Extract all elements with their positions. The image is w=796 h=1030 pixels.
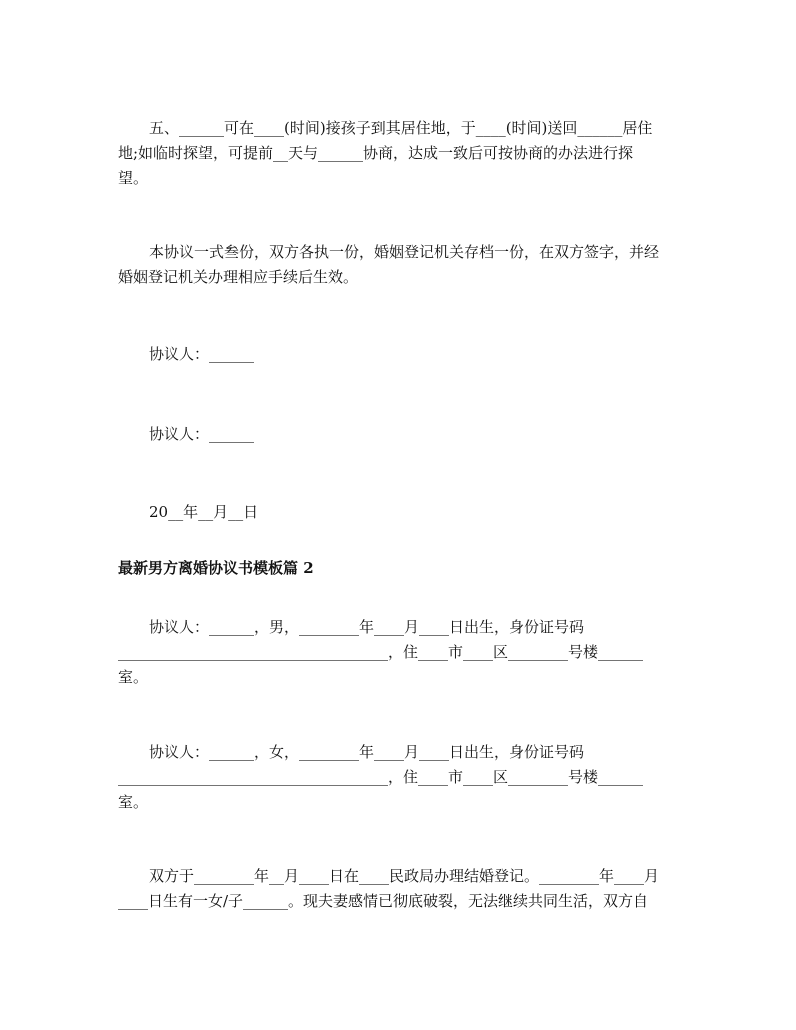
- agreement-line-1: 本协议一式叁份，双方各执一份，婚姻登记机关存档一份，在双方签字，并经: [149, 243, 660, 261]
- party-female-line-3: 室。: [118, 793, 149, 811]
- clause-5-line-1: 五、______可在____(时间)接孩子到其居住地，于____(时间)送回______居住: [149, 119, 653, 137]
- section-title: 最新男方离婚协议书模板篇 2: [118, 559, 314, 577]
- signer-2: 协议人：______: [149, 425, 255, 443]
- party-male-line-1: 协议人：______，男，________年____月____日出生，身份证号码: [149, 618, 585, 636]
- marriage-line-1: 双方于________年__月____日在____民政局办理结婚登记。________年____月: [149, 867, 660, 885]
- clause-5-line-3: 望。: [118, 169, 149, 187]
- signer-1: 协议人：______: [149, 345, 255, 363]
- marriage-line-2: ____日生有一女/子______。现夫妻感情已彻底破裂，无法继续共同生活，双方自: [118, 892, 649, 910]
- agreement-line-2: 婚姻登记机关办理相应手续后生效。: [118, 268, 359, 286]
- clause-5-line-2: 地;如临时探望，可提前__天与______协商，达成一致后可按协商的办法进行探: [118, 144, 634, 162]
- party-female-line-1: 协议人：______，女，________年____月____日出生，身份证号码: [149, 743, 585, 761]
- party-male-line-3: 室。: [118, 668, 149, 686]
- party-male-line-2: ____________________________________，住____市____区________号楼______: [118, 643, 644, 661]
- signature-date: 20__年__月__日: [149, 503, 259, 521]
- party-female-line-2: ____________________________________，住____市____区________号楼______: [118, 768, 644, 786]
